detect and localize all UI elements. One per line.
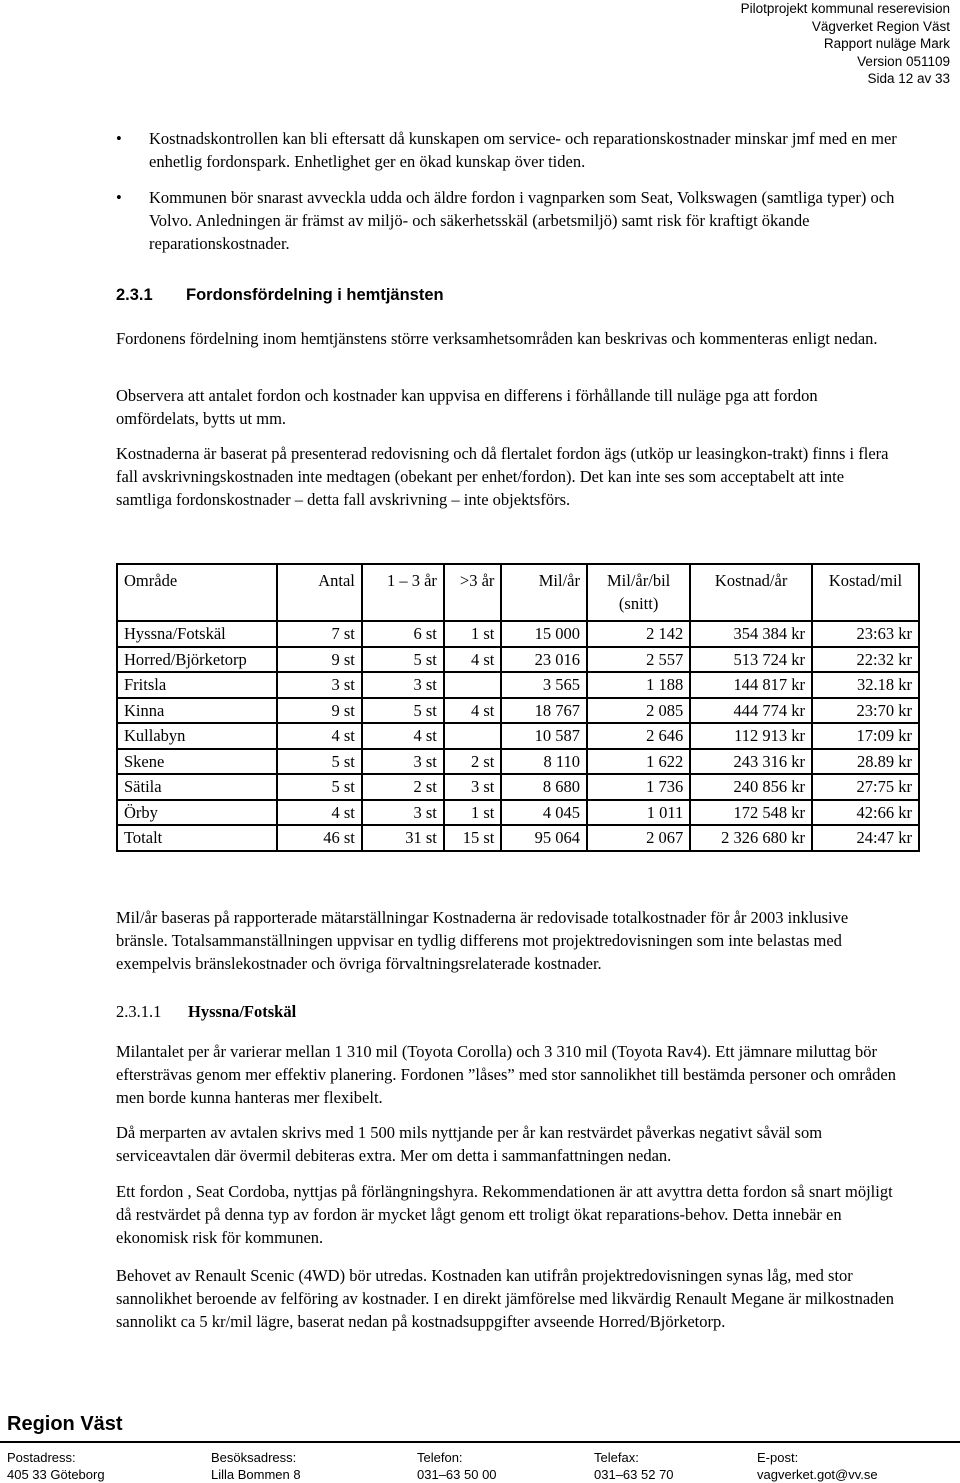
table-cell: 172 548 kr	[690, 800, 812, 826]
table-cell: 1 736	[587, 774, 690, 800]
footer-label: Besöksadress:	[211, 1450, 297, 1465]
table-row	[117, 774, 919, 800]
table-total-row	[117, 825, 919, 851]
table-cell: 23:63 kr	[812, 621, 919, 647]
table-cell: 2 st	[362, 774, 444, 800]
table-row	[117, 723, 919, 749]
table-cell: 7 st	[277, 621, 362, 647]
table-cell: 18 767	[501, 698, 587, 724]
table-cell	[444, 723, 502, 749]
footer-value: 031–63 52 70	[594, 1467, 674, 1482]
table-cell: 3 st	[362, 800, 444, 826]
table-cell: 8 110	[501, 749, 587, 775]
column-header: Mil/år	[501, 564, 587, 621]
table-cell: 4 045	[501, 800, 587, 826]
table-cell: 2 646	[587, 723, 690, 749]
table-cell: 23 016	[501, 647, 587, 673]
table-cell: 3 st	[444, 774, 502, 800]
footer-value: 031–63 50 00	[417, 1467, 497, 1482]
table-cell: 444 774 kr	[690, 698, 812, 724]
footer-value: vagverket.got@vv.se	[757, 1467, 878, 1482]
subsection-heading	[116, 1002, 296, 1022]
header-page-number: Sida 12 av 33	[867, 71, 950, 86]
table-cell: 3 565	[501, 672, 587, 698]
table-cell: 31 st	[362, 825, 444, 851]
table-cell: 5 st	[362, 698, 444, 724]
table-cell: Skene	[117, 749, 277, 775]
table-cell: 1 622	[587, 749, 690, 775]
table-cell: 4 st	[277, 800, 362, 826]
column-header: Kostnad/år	[690, 564, 812, 621]
table-cell: 8 680	[501, 774, 587, 800]
footer-label: E-post:	[757, 1450, 799, 1465]
table-cell: Kullabyn	[117, 723, 277, 749]
paragraph: Behovet av Renault Scenic (4WD) bör utredas. Kostnaden kan utifrån projektredovisningen synas låg, med stor sannolikhet beroende av felföring av kostnader. I en direkt jämförelse med likvärdig Renault Megane är milkostnaden sannolikt ca 5 kr/mil lägre, baserat nedan på kostnadsuppgifter avseende Horred/Björketorp.	[116, 1266, 894, 1331]
table-cell: 4 st	[444, 698, 502, 724]
table-cell: 17:09 kr	[812, 723, 919, 749]
table-cell: 24:47 kr	[812, 825, 919, 851]
column-header: Område	[117, 564, 277, 621]
table-cell: 3 st	[362, 672, 444, 698]
column-header: Antal	[277, 564, 362, 621]
table-cell: 3 st	[277, 672, 362, 698]
table-row	[117, 672, 919, 698]
table-cell: 27:75 kr	[812, 774, 919, 800]
table-cell: 2 557	[587, 647, 690, 673]
table-cell: 2 067	[587, 825, 690, 851]
table-cell: Kinna	[117, 698, 277, 724]
table-cell: 5 st	[277, 749, 362, 775]
table-cell: 243 316 kr	[690, 749, 812, 775]
bullet-item	[116, 127, 906, 173]
bullet-icon: •	[116, 188, 122, 207]
column-header: Mil/år/bil (snitt)	[587, 564, 690, 621]
header-report: Rapport nuläge Mark	[823, 36, 950, 51]
table-cell: 9 st	[277, 698, 362, 724]
table-cell: 10 587	[501, 723, 587, 749]
table-cell: Örby	[117, 800, 277, 826]
paragraph: Ett fordon , Seat Cordoba, nyttjas på förlängningshyra. Rekommendationen är att avyttra detta fordon så snart möjligt då restvärdet på denna typ av fordon är mycket lågt genom ett troligt ökat reparations-behov. Detta innebär en ekonomisk risk för kommunen.	[116, 1182, 893, 1247]
section-number: 2.3.1	[116, 286, 153, 304]
table-cell	[444, 672, 502, 698]
table-cell: 3 st	[362, 749, 444, 775]
table-cell: 2 142	[587, 621, 690, 647]
paragraph: Mil/år baseras på rapporterade mätarställningar Kostnaderna är redovisade totalkostnader för år 2003 inklusive bränsle. Totalsammanställningen uppvisar en tydlig differens mot projektredovisningen som inte belastas med exempelvis bränslekostnader och övriga förvaltningsrelaterade kostnader.	[116, 908, 849, 973]
table-cell: Horred/Björketorp	[117, 647, 277, 673]
table-cell: 22:32 kr	[812, 647, 919, 673]
table-row	[117, 749, 919, 775]
paragraph: Då merparten av avtalen skrivs med 1 500 mils nyttjande per år kan restvärdet påverkas negativt såväl som serviceavtalen där övermil debiteras extra. Mer om detta i sammanfattningen nedan.	[116, 1123, 823, 1165]
table-row	[117, 800, 919, 826]
footer-label: Postadress:	[7, 1450, 76, 1465]
header-project: Pilotprojekt kommunal reserevision	[740, 1, 950, 16]
section-heading	[116, 286, 444, 305]
column-header: Kostad/mil	[812, 564, 919, 621]
table-cell: 42:66 kr	[812, 800, 919, 826]
table-cell: 513 724 kr	[690, 647, 812, 673]
bullet-list	[116, 127, 906, 268]
table-cell: 95 064	[501, 825, 587, 851]
footer-label: Telefax:	[594, 1450, 639, 1465]
table-cell: 23:70 kr	[812, 698, 919, 724]
bullet-text: Kommunen bör snarast avveckla udda och äldre fordon i vagnparken som Seat, Volkswagen (samtliga typer) och Volvo. Anledningen är främst av miljö- och säkerhetsskäl (arbetsmiljö) samt risk för kraftigt ökande reparationskostnader.	[149, 188, 895, 253]
table-cell: 15 000	[501, 621, 587, 647]
table-cell: 1 st	[444, 621, 502, 647]
table-cell: 46 st	[277, 825, 362, 851]
table-cell: 6 st	[362, 621, 444, 647]
table-cell: 2 326 680 kr	[690, 825, 812, 851]
footer-value: Lilla Bommen 8	[211, 1467, 301, 1482]
footer-phone	[417, 1449, 497, 1483]
footer-email	[757, 1449, 878, 1483]
table-row	[117, 621, 919, 647]
paragraph: Kostnaderna är baserat på presenterad redovisning och då flertalet fordon ägs (utköp ur leasingkon-trakt) finns i flera fall avskrivningskostnaden inte medtagen (obekant per enhet/fordon). Det kan inte ses som acceptabelt att inte samtliga fordonskostnader – detta fall avskrivning – inte objektsförs.	[116, 444, 889, 509]
table-cell: 354 384 kr	[690, 621, 812, 647]
table-cell: Totalt	[117, 825, 277, 851]
table-cell: 5 st	[362, 647, 444, 673]
table-cell: 32.18 kr	[812, 672, 919, 698]
paragraph: Observera att antalet fordon och kostnader kan uppvisa en differens i förhållande till nuläge pga att fordon omfördelats, bytts ut mm.	[116, 386, 818, 428]
table-header-row	[117, 564, 919, 621]
table-cell: Sätila	[117, 774, 277, 800]
footer-fax	[594, 1449, 674, 1483]
table-cell: 15 st	[444, 825, 502, 851]
footer-label: Telefon:	[417, 1450, 463, 1465]
column-header: >3 år	[444, 564, 502, 621]
table-cell: 240 856 kr	[690, 774, 812, 800]
table-row	[117, 647, 919, 673]
paragraph: Milantalet per år varierar mellan 1 310 mil (Toyota Corolla) och 3 310 mil (Toyota Rav4). Ett jämnare miluttag bör eftersträvas genom mer effektiv planering. Fordonen ”låses” med stor sannolikhet till bestämda personer och områden men borde kunna hanteras mer flexibelt.	[116, 1042, 896, 1107]
table-cell: 4 st	[362, 723, 444, 749]
table-cell: 4 st	[277, 723, 362, 749]
bullet-icon: •	[116, 129, 122, 148]
table-cell: 1 188	[587, 672, 690, 698]
table-cell: Fritsla	[117, 672, 277, 698]
column-header: 1 – 3 år	[362, 564, 444, 621]
footer-visiting-address	[211, 1449, 301, 1483]
table-cell: 5 st	[277, 774, 362, 800]
footer-title: Region Väst	[7, 1413, 123, 1435]
table-cell: 112 913 kr	[690, 723, 812, 749]
table-cell: 4 st	[444, 647, 502, 673]
table-cell: 9 st	[277, 647, 362, 673]
table-cell: 2 085	[587, 698, 690, 724]
section-title: Fordonsfördelning i hemtjänsten	[186, 286, 444, 304]
table-cell: 1 st	[444, 800, 502, 826]
footer-divider	[0, 1441, 960, 1443]
bullet-item	[116, 186, 906, 255]
table-cell: 144 817 kr	[690, 672, 812, 698]
subsection-number: 2.3.1.1	[116, 1002, 162, 1021]
vehicle-distribution-table	[116, 563, 920, 852]
footer-postal-address	[7, 1449, 105, 1483]
paragraph: Fordonens fördelning inom hemtjänstens större verksamhetsområden kan beskrivas och kommenteras enligt nedan.	[116, 329, 878, 348]
table-cell: Hyssna/Fotskäl	[117, 621, 277, 647]
page-header	[550, 0, 950, 88]
header-version: Version 051109	[857, 53, 950, 69]
footer-value: 405 33 Göteborg	[7, 1467, 105, 1482]
table-cell: 1 011	[587, 800, 690, 826]
table-row	[117, 698, 919, 724]
subsection-title: Hyssna/Fotskäl	[188, 1002, 297, 1021]
header-organization: Vägverket Region Väst	[811, 18, 950, 34]
table-cell: 28.89 kr	[812, 749, 919, 775]
bullet-text: Kostnadskontrollen kan bli eftersatt då kunskapen om service- och reparationskostnader minskar jmf med en mer enhetlig fordonspark. Enhetlighet ger en ökad kunskap över tiden.	[149, 129, 897, 171]
table-cell: 2 st	[444, 749, 502, 775]
